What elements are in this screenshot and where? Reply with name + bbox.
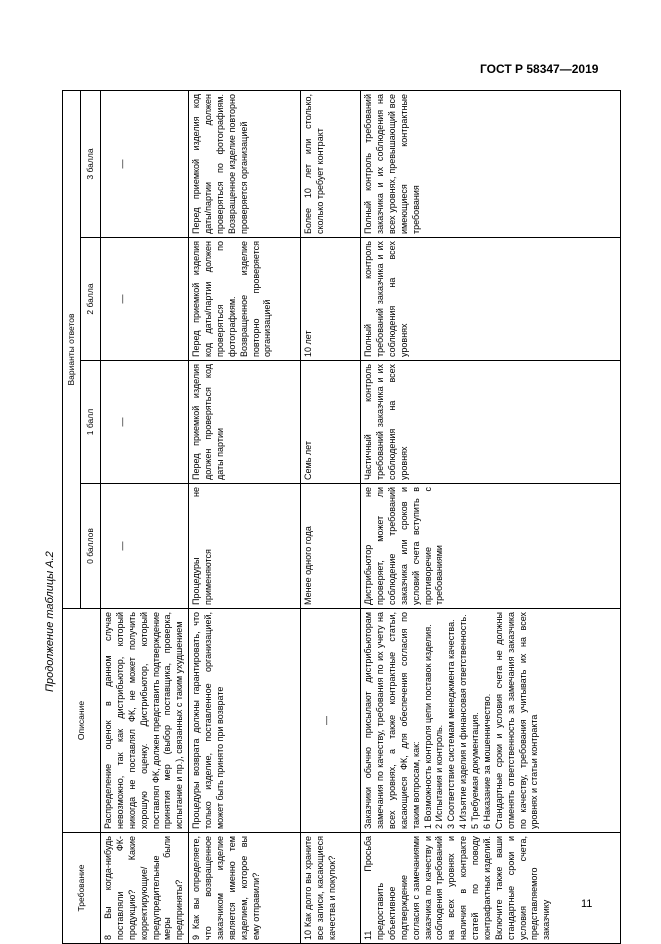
page-number: 11	[581, 898, 593, 910]
header-score-3: 3 балла	[81, 91, 101, 238]
header-score-2: 2 балла	[81, 238, 101, 361]
header-score-1: 1 балл	[81, 361, 101, 484]
row-10-score-0: Менее одного года	[301, 484, 361, 609]
row-8-score-3	[101, 91, 189, 238]
description-intro: Заказчики обычно присылают дистрибьюторам замечания по качеству, требования по их учету на всех уровнях, а также контрактные статьи, касающиеся ФК, для обеспечения согласия по таким вопросам, как:	[363, 612, 421, 829]
row-8-requirement: 8 Вы когда-нибудь поставляли ФК-продукцию? Какие корректирующие/предупредительные меры были предприняты?	[101, 833, 189, 944]
header-variants: Варианты ответов	[63, 91, 81, 609]
row-10-score-3: Более 10 лет или столько, сколько требует контракт	[301, 91, 361, 238]
row-8-description: Распределение оценок в данном случае невозможно, так как дистрибьютор, который никогда не поставлял ФК, не может получить хорошую оценку. Дистрибьютор, который поставлял ФК, должен представить подтверждение принятия мер (выбор поставщика, проверка, испытание и пр.), связанных с таким ухудшением	[101, 609, 189, 833]
dash-mark: —	[117, 294, 127, 304]
header-score-0: 0 баллов	[81, 484, 101, 609]
description-item: 3 Соответствие системам менеджмента качества.	[446, 619, 457, 829]
row-9-description: Процедуры возврата должны гарантировать, что только изделие, поставленное организацией, может быть принято при возврате	[189, 609, 301, 833]
row-8-score-1	[101, 361, 189, 484]
header-description: Описание	[63, 609, 101, 833]
rotated-table-container	[62, 91, 592, 944]
table-row	[361, 91, 621, 944]
dash-mark: —	[321, 716, 332, 725]
row-9-score-3: Перед приемкой изделия код даты/партии должен проверяться по фотографиям. Возвращенное изделие повторно проверяется организацией	[189, 91, 301, 238]
description-outro: Стандартные сроки и условия счета не должны отменять ответственность за замечания заказчика по качеству, требования учитывать их на всех уровнях и статьи контракта	[493, 612, 540, 829]
description-item: 5 Требуемая документация.	[470, 712, 480, 829]
row-9-requirement: 9 Как вы определяете, что возвращенное заказчиком изделие является именно тем изделием, которое вы ему отправили?	[189, 833, 301, 944]
row-11-requirement: 11 Просьба предоставить объективное подтверждение согласия с замечаниями заказчика по качеству и соблюдения требований на всех уровнях и наличия в контракте статей по поводу контрафактных изделий. Включите также ваши стандартные сроки и условия счета, представляемого заказчику	[361, 833, 621, 944]
row-10-score-2: 10 лет	[301, 238, 361, 361]
dash-mark: —	[117, 417, 127, 427]
assessment-table	[62, 90, 621, 944]
table-row	[101, 91, 189, 944]
dash-mark: —	[117, 159, 127, 169]
row-10-requirement: 10 Как долго вы храните все записи, касающиеся качества и покупок?	[301, 833, 361, 944]
table-caption: Продолжение таблицы А.2	[44, 551, 56, 692]
table-row	[301, 91, 361, 944]
header-requirement: Требование	[63, 833, 101, 944]
document-id: ГОСТ Р 58347—2019	[480, 62, 599, 76]
row-10-score-1: Семь лет	[301, 361, 361, 484]
row-11-score-2: Полный контроль требований заказчика и их соблюдения на всех уровнях	[361, 238, 621, 361]
row-9-score-2: Перед приемкой изделия код даты/партии должен проверяться по фотографиям. Возвращенное изделие повторно проверяется организацией	[189, 238, 301, 361]
description-item: 1 Возможность контроля цепи поставок изделия.	[422, 624, 433, 829]
dash-mark: —	[117, 541, 127, 551]
description-item: 6 Наказание за мошенничество.	[481, 693, 492, 829]
row-11-score-3: Полный контроль требований заказчика и их соблюдения на всех уровнях, превышающий все имеющиеся контрактные требования	[361, 91, 621, 238]
row-10-description	[301, 609, 361, 833]
row-11-score-0: Дистрибьютор не проверяет, может ли соблюдение требований заказчика или сроков и условий счета вступить в противоречие с требованиями	[361, 484, 621, 609]
row-11-score-1: Частичный контроль требований заказчика и их соблюдения на всех уровнях	[361, 361, 621, 484]
description-item: 2 Испытания и контроль.	[434, 724, 445, 829]
description-item: 4 Изъятие изделия и финансовая ответственность.	[458, 614, 469, 829]
row-9-score-0: Процедуры не применяются	[189, 484, 301, 609]
table-row	[189, 91, 301, 944]
row-9-score-1: Перед приемкой изделия должен проверяться код даты партии	[189, 361, 301, 484]
row-8-score-2	[101, 238, 189, 361]
row-11-description	[361, 609, 621, 833]
row-8-score-0	[101, 484, 189, 609]
